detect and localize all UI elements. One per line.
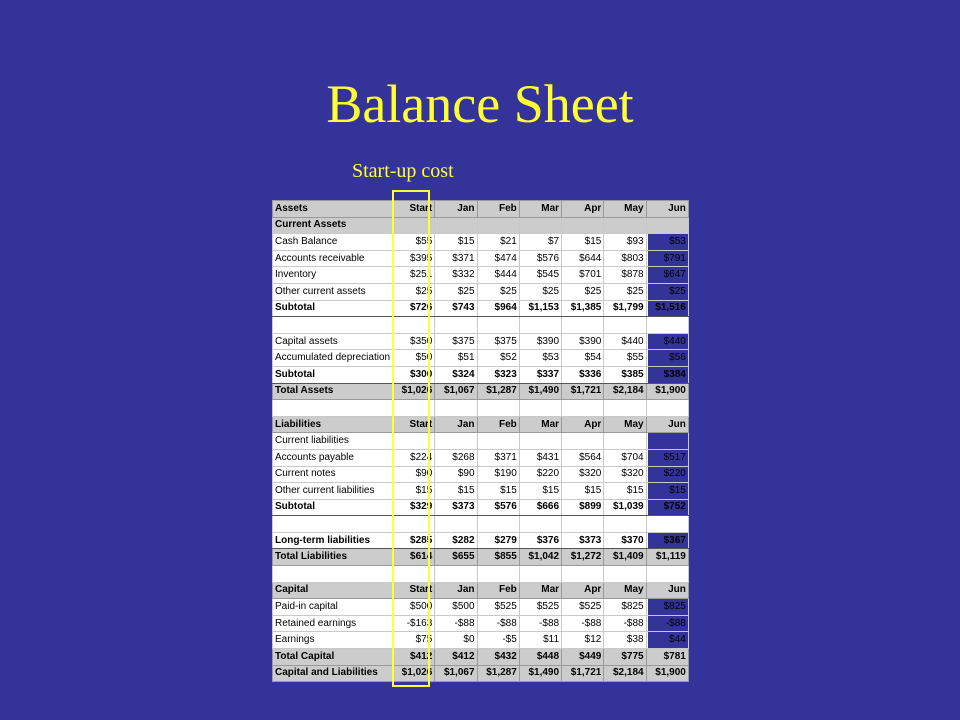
cell-feb: Feb	[477, 201, 519, 218]
cell-mar: $25	[519, 283, 561, 300]
cell-start	[393, 516, 435, 533]
cell-mar: Mar	[519, 201, 561, 218]
slide-title: Balance Sheet	[326, 74, 634, 134]
cell-jan: $15	[435, 234, 477, 251]
cell-start: $90	[393, 466, 435, 483]
cell-jun	[646, 516, 688, 533]
cell-jan: $25	[435, 283, 477, 300]
cell-start: $614	[393, 549, 435, 566]
table-row	[273, 549, 689, 566]
cell-start: $55	[393, 234, 435, 251]
cell-jan	[435, 516, 477, 533]
cell-start: Start	[393, 201, 435, 218]
cell-mar: $11	[519, 632, 561, 649]
cell-start: $300	[393, 366, 435, 383]
row-label: Accounts receivable	[273, 250, 393, 267]
cell-jan	[435, 566, 477, 583]
table-row	[273, 649, 689, 666]
cell-jan: $1,067	[435, 665, 477, 682]
cell-start: Start	[393, 582, 435, 599]
cell-start: $15	[393, 483, 435, 500]
row-label: Long-term liabilities	[273, 532, 393, 549]
cell-apr: Apr	[562, 201, 604, 218]
cell-mar	[519, 433, 561, 450]
cell-start: $329	[393, 499, 435, 516]
cell-feb: Feb	[477, 416, 519, 433]
cell-may: $878	[604, 267, 646, 284]
cell-jun: $1,900	[646, 383, 688, 400]
cell-jun: $647	[646, 267, 688, 284]
cell-jan: $500	[435, 599, 477, 616]
cell-may: $1,799	[604, 300, 646, 317]
cell-jun: $367	[646, 532, 688, 549]
cell-jun	[646, 566, 688, 583]
table-row	[273, 599, 689, 616]
cell-apr	[562, 400, 604, 417]
row-label: Total Capital	[273, 649, 393, 666]
cell-mar	[519, 566, 561, 583]
cell-apr: Apr	[562, 582, 604, 599]
cell-jan: $0	[435, 632, 477, 649]
cell-apr: $1,385	[562, 300, 604, 317]
cell-jan: $1,067	[435, 383, 477, 400]
table-row	[273, 665, 689, 682]
cell-apr	[562, 566, 604, 583]
cell-jun: $1,900	[646, 665, 688, 682]
cell-apr: $564	[562, 449, 604, 466]
cell-apr: $336	[562, 366, 604, 383]
cell-start: $251	[393, 267, 435, 284]
cell-may: $15	[604, 483, 646, 500]
cell-may: $803	[604, 250, 646, 267]
cell-jun: $752	[646, 499, 688, 516]
cell-jun: $44	[646, 632, 688, 649]
row-label: Accumulated depreciation	[273, 350, 393, 367]
cell-start	[393, 317, 435, 334]
cell-jan: $655	[435, 549, 477, 566]
cell-jan: Jan	[435, 201, 477, 218]
cell-start: $412	[393, 649, 435, 666]
cell-jun: $220	[646, 466, 688, 483]
table-row	[273, 333, 689, 350]
cell-mar	[519, 217, 561, 234]
cell-jan: $51	[435, 350, 477, 367]
cell-start: Start	[393, 416, 435, 433]
cell-jun: Jun	[646, 201, 688, 218]
cell-mar: $666	[519, 499, 561, 516]
balance-sheet-table-container	[272, 200, 686, 682]
table-row	[273, 366, 689, 383]
cell-apr: $25	[562, 283, 604, 300]
cell-jun	[646, 217, 688, 234]
cell-start	[393, 566, 435, 583]
cell-feb: $1,287	[477, 383, 519, 400]
row-label: Other current liabilities	[273, 483, 393, 500]
cell-may: May	[604, 201, 646, 218]
cell-jan: $371	[435, 250, 477, 267]
cell-may: $385	[604, 366, 646, 383]
cell-apr: $390	[562, 333, 604, 350]
cell-mar	[519, 317, 561, 334]
cell-may: $38	[604, 632, 646, 649]
cell-mar: $390	[519, 333, 561, 350]
cell-feb: -$5	[477, 632, 519, 649]
table-row	[273, 317, 689, 334]
cell-may	[604, 516, 646, 533]
cell-feb: $444	[477, 267, 519, 284]
cell-jun: $440	[646, 333, 688, 350]
cell-may: $370	[604, 532, 646, 549]
cell-apr: $1,272	[562, 549, 604, 566]
row-label: Capital assets	[273, 333, 393, 350]
cell-apr: $701	[562, 267, 604, 284]
row-label: Subtotal	[273, 366, 393, 383]
row-label: Earnings	[273, 632, 393, 649]
cell-jan	[435, 400, 477, 417]
table-row	[273, 267, 689, 284]
cell-apr: $12	[562, 632, 604, 649]
cell-jan: -$88	[435, 615, 477, 632]
row-label: Inventory	[273, 267, 393, 284]
cell-feb: $52	[477, 350, 519, 367]
cell-may	[604, 317, 646, 334]
cell-jun	[646, 433, 688, 450]
cell-jan: $282	[435, 532, 477, 549]
cell-apr	[562, 317, 604, 334]
cell-may: $704	[604, 449, 646, 466]
cell-apr: $15	[562, 483, 604, 500]
cell-mar: $545	[519, 267, 561, 284]
cell-feb: $576	[477, 499, 519, 516]
cell-jan: $412	[435, 649, 477, 666]
cell-mar: $576	[519, 250, 561, 267]
cell-mar: $525	[519, 599, 561, 616]
cell-may: May	[604, 416, 646, 433]
table-row	[273, 466, 689, 483]
table-row	[273, 615, 689, 632]
cell-start: $726	[393, 300, 435, 317]
cell-jun: Jun	[646, 416, 688, 433]
cell-start: $224	[393, 449, 435, 466]
cell-jan: $268	[435, 449, 477, 466]
cell-jun: Jun	[646, 582, 688, 599]
cell-apr	[562, 217, 604, 234]
cell-may: $55	[604, 350, 646, 367]
row-label: Other current assets	[273, 283, 393, 300]
cell-jan: $90	[435, 466, 477, 483]
cell-feb: $855	[477, 549, 519, 566]
row-label: Retained earnings	[273, 615, 393, 632]
cell-feb: Feb	[477, 582, 519, 599]
cell-jun: $1,516	[646, 300, 688, 317]
cell-jan: $373	[435, 499, 477, 516]
cell-mar: $1,042	[519, 549, 561, 566]
cell-apr: $1,721	[562, 383, 604, 400]
cell-jan: $332	[435, 267, 477, 284]
cell-start: $50	[393, 350, 435, 367]
cell-may	[604, 566, 646, 583]
table-row	[273, 516, 689, 533]
table-row	[273, 566, 689, 583]
cell-apr: Apr	[562, 416, 604, 433]
cell-jan: $15	[435, 483, 477, 500]
table-row	[273, 383, 689, 400]
row-label: Total Assets	[273, 383, 393, 400]
cell-apr: $15	[562, 234, 604, 251]
cell-mar: $431	[519, 449, 561, 466]
cell-may: $2,184	[604, 665, 646, 682]
table-row	[273, 300, 689, 317]
cell-jun	[646, 317, 688, 334]
cell-apr: $54	[562, 350, 604, 367]
row-label: Subtotal	[273, 300, 393, 317]
row-label: Subtotal	[273, 499, 393, 516]
cell-mar: -$88	[519, 615, 561, 632]
row-label: Cash Balance	[273, 234, 393, 251]
cell-jan: Jan	[435, 416, 477, 433]
table-row	[273, 449, 689, 466]
cell-may: May	[604, 582, 646, 599]
cell-may: $825	[604, 599, 646, 616]
cell-feb: $432	[477, 649, 519, 666]
balance-sheet-table	[272, 200, 689, 682]
cell-mar: $337	[519, 366, 561, 383]
table-row	[273, 499, 689, 516]
row-label	[273, 516, 393, 533]
cell-apr: $373	[562, 532, 604, 549]
cell-mar	[519, 516, 561, 533]
table-row	[273, 416, 689, 433]
row-label: Liabilities	[273, 416, 393, 433]
table-row	[273, 582, 689, 599]
balance-sheet-body	[273, 201, 689, 682]
cell-may: $1,039	[604, 499, 646, 516]
cell-feb: $15	[477, 483, 519, 500]
cell-jun: $517	[646, 449, 688, 466]
cell-jun: $384	[646, 366, 688, 383]
cell-feb	[477, 317, 519, 334]
cell-jan: $743	[435, 300, 477, 317]
cell-jun: $53	[646, 234, 688, 251]
table-row	[273, 532, 689, 549]
cell-apr: $525	[562, 599, 604, 616]
row-label	[273, 317, 393, 334]
cell-mar	[519, 400, 561, 417]
cell-start: $395	[393, 250, 435, 267]
row-label: Capital	[273, 582, 393, 599]
table-row	[273, 632, 689, 649]
cell-apr	[562, 433, 604, 450]
cell-start: $285	[393, 532, 435, 549]
table-row	[273, 201, 689, 218]
cell-apr	[562, 516, 604, 533]
cell-may	[604, 400, 646, 417]
cell-mar: $448	[519, 649, 561, 666]
cell-apr: $449	[562, 649, 604, 666]
row-label: Current notes	[273, 466, 393, 483]
cell-may: $93	[604, 234, 646, 251]
cell-feb: $375	[477, 333, 519, 350]
cell-feb	[477, 400, 519, 417]
table-row	[273, 483, 689, 500]
cell-feb	[477, 566, 519, 583]
cell-jun: $15	[646, 483, 688, 500]
cell-may	[604, 433, 646, 450]
cell-mar: $1,153	[519, 300, 561, 317]
cell-start	[393, 400, 435, 417]
cell-apr: $899	[562, 499, 604, 516]
cell-feb: $1,287	[477, 665, 519, 682]
cell-start: $350	[393, 333, 435, 350]
cell-jan	[435, 433, 477, 450]
cell-jun: $825	[646, 599, 688, 616]
row-label: Current liabilities	[273, 433, 393, 450]
cell-start	[393, 433, 435, 450]
cell-mar: $376	[519, 532, 561, 549]
cell-apr: $1,721	[562, 665, 604, 682]
cell-start: $500	[393, 599, 435, 616]
row-label	[273, 400, 393, 417]
cell-feb	[477, 217, 519, 234]
cell-jun	[646, 400, 688, 417]
row-label: Total Liabilities	[273, 549, 393, 566]
cell-apr: $644	[562, 250, 604, 267]
cell-start	[393, 217, 435, 234]
cell-apr: -$88	[562, 615, 604, 632]
cell-mar: Mar	[519, 582, 561, 599]
cell-feb	[477, 433, 519, 450]
cell-start: $1,026	[393, 383, 435, 400]
cell-feb: $474	[477, 250, 519, 267]
cell-jun: $791	[646, 250, 688, 267]
table-row	[273, 433, 689, 450]
cell-may: $440	[604, 333, 646, 350]
table-row	[273, 350, 689, 367]
cell-mar: Mar	[519, 416, 561, 433]
row-label: Capital and Liabilities	[273, 665, 393, 682]
cell-start: -$163	[393, 615, 435, 632]
table-row	[273, 283, 689, 300]
cell-start: $25	[393, 283, 435, 300]
cell-feb: $323	[477, 366, 519, 383]
cell-feb: $21	[477, 234, 519, 251]
cell-feb: $25	[477, 283, 519, 300]
cell-mar: $15	[519, 483, 561, 500]
cell-start: $75	[393, 632, 435, 649]
cell-jan	[435, 217, 477, 234]
cell-may: $25	[604, 283, 646, 300]
cell-feb: $279	[477, 532, 519, 549]
cell-mar: $1,490	[519, 665, 561, 682]
cell-start: $1,026	[393, 665, 435, 682]
cell-jun: $25	[646, 283, 688, 300]
cell-jun: $1,119	[646, 549, 688, 566]
cell-jan: $375	[435, 333, 477, 350]
row-label: Current Assets	[273, 217, 393, 234]
cell-feb: $964	[477, 300, 519, 317]
row-label	[273, 566, 393, 583]
table-row	[273, 234, 689, 251]
cell-feb: $190	[477, 466, 519, 483]
cell-mar: $1,490	[519, 383, 561, 400]
cell-mar: $220	[519, 466, 561, 483]
table-row	[273, 217, 689, 234]
row-label: Assets	[273, 201, 393, 218]
cell-jun: -$88	[646, 615, 688, 632]
cell-may: -$88	[604, 615, 646, 632]
cell-may: $320	[604, 466, 646, 483]
cell-feb: $371	[477, 449, 519, 466]
start-up-cost-callout: Start-up cost	[352, 160, 454, 182]
cell-jun: $781	[646, 649, 688, 666]
cell-feb: -$88	[477, 615, 519, 632]
cell-feb	[477, 516, 519, 533]
table-row	[273, 250, 689, 267]
row-label: Paid-in capital	[273, 599, 393, 616]
cell-may	[604, 217, 646, 234]
cell-may: $2,184	[604, 383, 646, 400]
cell-jan: $324	[435, 366, 477, 383]
row-label: Accounts payable	[273, 449, 393, 466]
cell-mar: $7	[519, 234, 561, 251]
cell-jan	[435, 317, 477, 334]
cell-apr: $320	[562, 466, 604, 483]
cell-mar: $53	[519, 350, 561, 367]
cell-jun: $56	[646, 350, 688, 367]
cell-may: $775	[604, 649, 646, 666]
cell-jan: Jan	[435, 582, 477, 599]
cell-may: $1,409	[604, 549, 646, 566]
table-row	[273, 400, 689, 417]
cell-feb: $525	[477, 599, 519, 616]
